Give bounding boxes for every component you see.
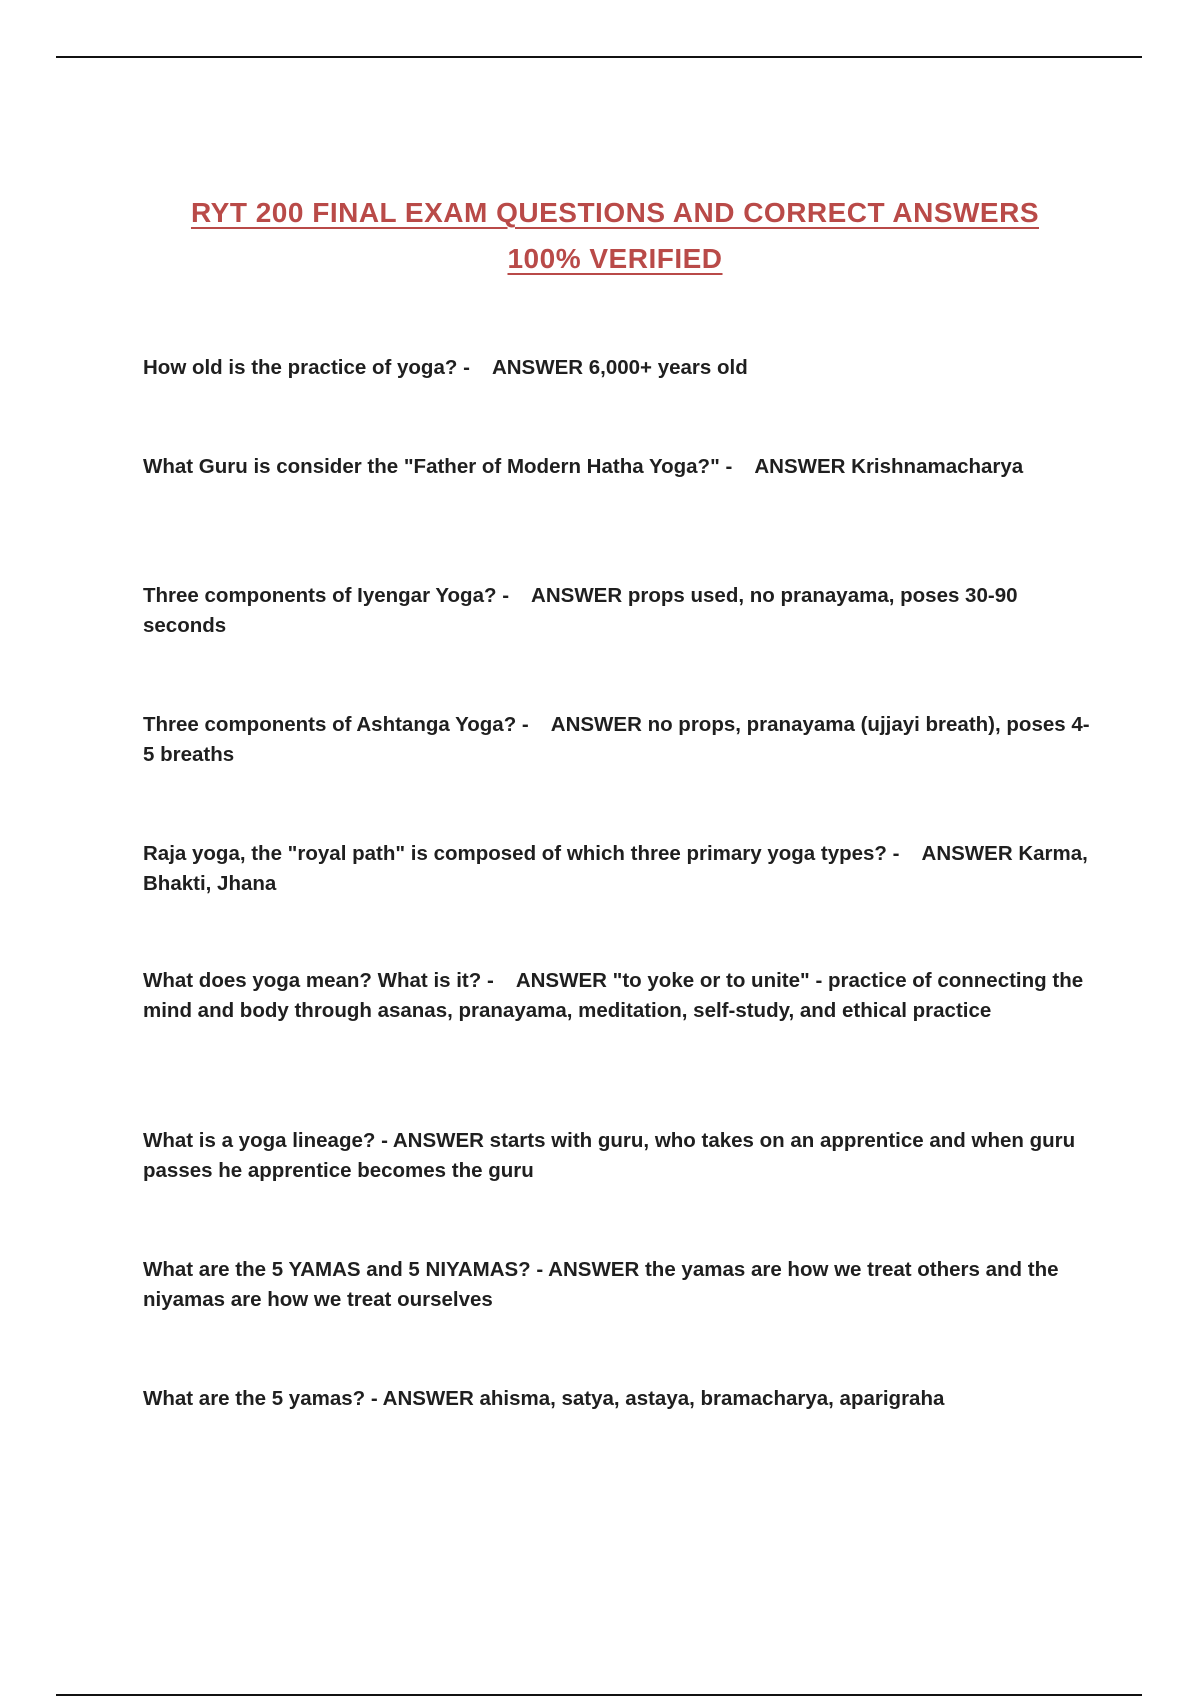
question-text: What is a yoga lineage? [143, 1129, 376, 1152]
answer-text: no props, pranayama (ujjayi breath), poses 4-5 breaths [143, 713, 1090, 766]
answer-keyword: ANSWER [550, 713, 642, 736]
document-title [0, 190, 1200, 282]
qa-item [143, 581, 1093, 641]
qa-item [143, 452, 1093, 482]
qa-item [143, 1384, 1093, 1414]
qa-item [143, 966, 1093, 1026]
question-text: What Guru is consider the "Father of Modern Hatha Yoga?" [143, 455, 720, 478]
answer-keyword: ANSWER [515, 969, 607, 992]
qa-item [143, 839, 1103, 899]
top-rule [56, 56, 1142, 58]
separator: - [516, 713, 551, 736]
qa-item [143, 1255, 1093, 1315]
question-text: Three components of Ashtanga Yoga? [143, 713, 517, 736]
answer-keyword: ANSWER [491, 356, 584, 379]
question-text: Three components of Iyengar Yoga? [143, 584, 497, 607]
answer-keyword: ANSWER [382, 1387, 474, 1410]
answer-text: ahisma, satya, astaya, bramacharya, aparigraha [473, 1387, 945, 1410]
answer-keyword: ANSWER [754, 455, 846, 478]
question-text: How old is the practice of yoga? [143, 356, 458, 379]
answer-keyword: ANSWER [531, 584, 623, 607]
separator: - [886, 842, 922, 865]
question-text: What are the 5 YAMAS and 5 NIYAMAS? [143, 1258, 531, 1281]
separator: - [496, 584, 532, 607]
answer-text: Krishnamacharya [845, 455, 1024, 478]
separator: - [481, 969, 516, 992]
question-text: What are the 5 yamas? [143, 1387, 366, 1410]
bottom-rule [56, 1694, 1142, 1696]
answer-text: the yamas are how we treat others and the niyamas are how we treat ourselves [143, 1258, 1059, 1311]
qa-item [143, 353, 1093, 383]
separator: - [719, 455, 755, 478]
separator: - [530, 1258, 549, 1281]
question-text: What does yoga mean? What is it? [143, 969, 482, 992]
title-line-1: RYT 200 FINAL EXAM QUESTIONS AND CORRECT ANSWERS [190, 197, 1039, 228]
answer-keyword: ANSWER [392, 1129, 484, 1152]
separator: - [457, 356, 492, 379]
answer-text: starts with guru, who takes on an apprentice and when guru passes he apprentice becomes the guru [143, 1129, 1076, 1182]
answer-text: 6,000+ years old [583, 356, 748, 379]
answer-text: Karma, Bhakti, Jhana [143, 842, 1088, 895]
answer-text: props used, no pranayama, poses 30-90 seconds [143, 584, 1018, 637]
qa-item [143, 710, 1093, 770]
qa-item [143, 1126, 1093, 1186]
answer-keyword: ANSWER [548, 1258, 640, 1281]
answer-text: "to yoke or to unite" - practice of connecting the mind and body through asanas, pranayama, meditation, self-study, and ethical practice [143, 969, 1084, 1022]
separator: - [365, 1387, 383, 1410]
question-text: Raja yoga, the "royal path" is composed of which three primary yoga types? [143, 842, 887, 865]
answer-keyword: ANSWER [921, 842, 1013, 865]
title-line-2: 100% VERIFIED [507, 243, 723, 274]
separator: - [375, 1129, 393, 1152]
